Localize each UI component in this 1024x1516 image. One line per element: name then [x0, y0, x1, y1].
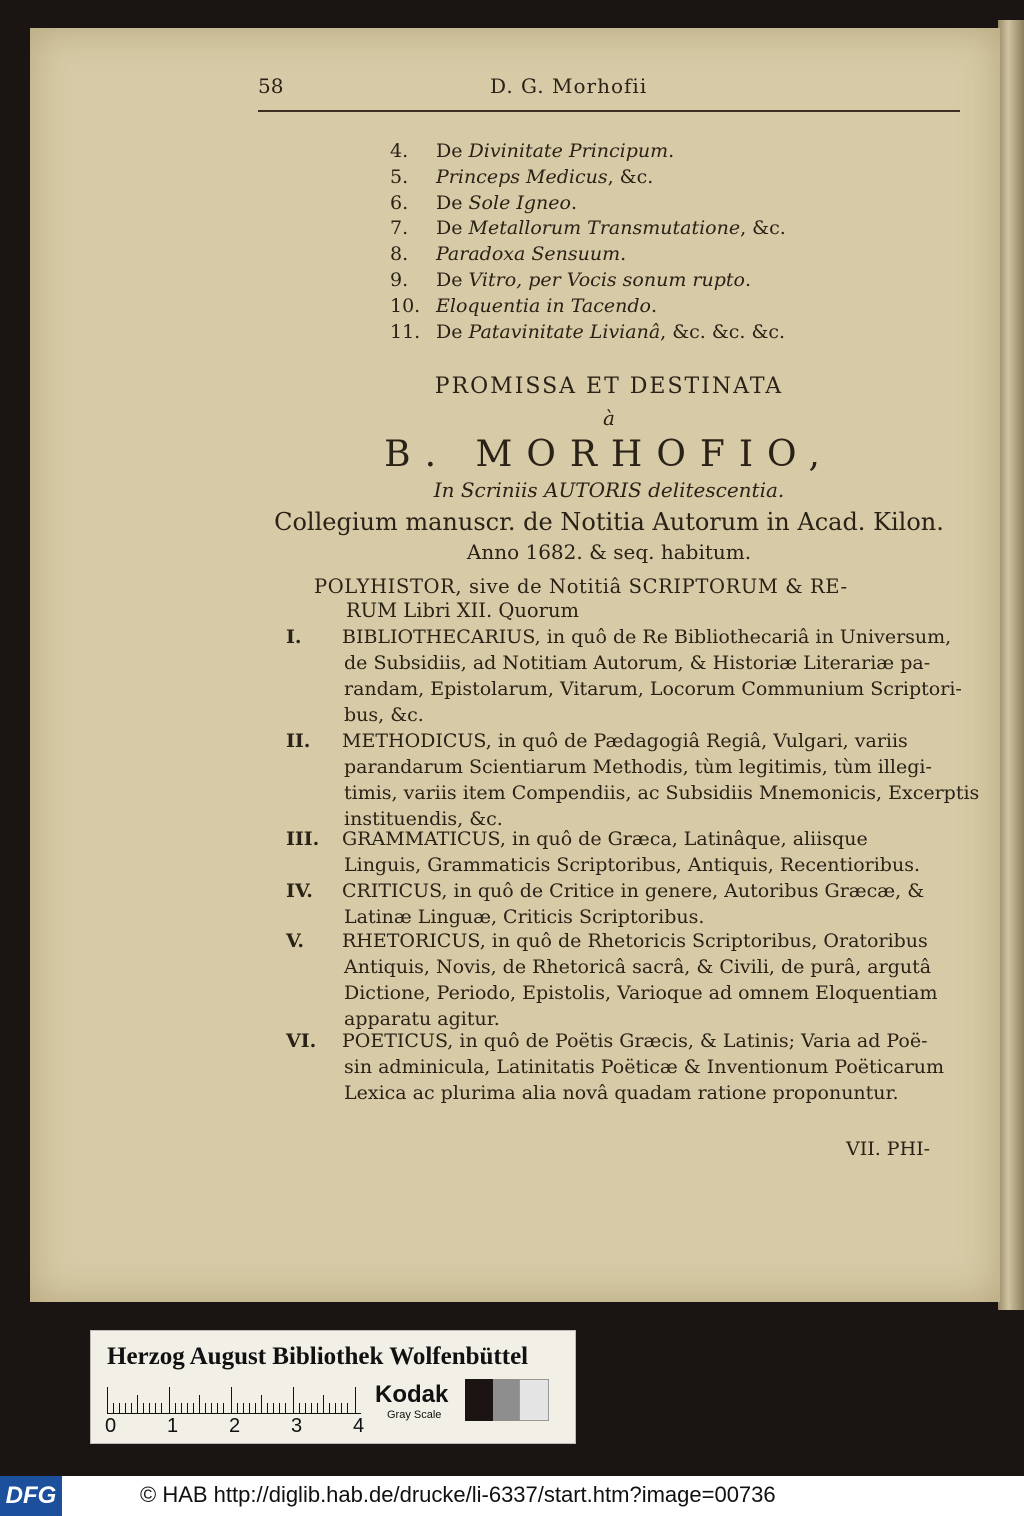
book-line: de Subsidiis, ad Notitiam Autorum, & Historiæ Literariæ pa- — [344, 652, 931, 674]
book-line: instituendis, &c. — [344, 808, 503, 830]
kodak-logo: Kodak — [375, 1381, 449, 1408]
book-number: V. — [286, 930, 305, 952]
copyright-url[interactable]: © HAB http://diglib.hab.de/drucke/li-6337/start.htm?image=00736 — [140, 1482, 776, 1507]
book-line: Linguis, Grammaticis Scriptoribus, Antiquis, Recentioribus. — [344, 854, 920, 876]
heading-preposition: à — [603, 406, 615, 430]
book-line: randam, Epistolarum, Vitarum, Locorum Communium Scriptori- — [344, 678, 962, 700]
book-line: CRITICUS, in quô de Critice in genere, Autoribus Græcæ, & — [342, 880, 925, 902]
catchword: VII. PHI- — [846, 1138, 931, 1160]
author-name: B. MORHOFIO, — [384, 434, 834, 475]
numbered-list — [390, 140, 786, 346]
book-line: GRAMMATICUS, in quô de Græca, Latinâque, aliisque — [342, 828, 868, 850]
book-line: POETICUS, in quô de Poëtis Græcis, & Latinis; Varia ad Poë- — [342, 1030, 928, 1052]
header-rule — [258, 110, 960, 112]
running-head — [258, 68, 960, 108]
list-item: 9. De Vitro, per Vocis sonum rupto. — [390, 268, 752, 291]
book-number: II. — [286, 730, 311, 752]
book-line: Lexica ac plurima alia novâ quadam ratione proponuntur. — [344, 1082, 899, 1104]
book-number: IV. — [286, 880, 313, 902]
heading-subtitle: In Scriniis AUTORIS delitescentia. — [433, 478, 785, 502]
book-number: III. — [286, 828, 320, 850]
book-number: VI. — [286, 1030, 317, 1052]
book-line: METHODICUS, in quô de Pædagogiâ Regiâ, Vulgari, variis — [342, 730, 908, 752]
list-item: 6. De Sole Igneo. — [390, 191, 577, 214]
book-line: Dictione, Periodo, Epistolis, Varioque ad omnem Eloquentiam — [344, 982, 938, 1004]
intro-line-2: RUM Libri XII. Quorum — [346, 599, 580, 622]
dfg-logo: DFG — [0, 1476, 62, 1516]
book-line: BIBLIOTHECARIUS, in quô de Re Bibliothecariâ in Universum, — [342, 626, 952, 648]
page-number: 58 — [258, 74, 284, 98]
book-line: Latinæ Linguæ, Criticis Scriptoribus. — [344, 906, 705, 928]
book-line: timis, variis item Compendiis, ac Subsidiis Mnemonicis, Excerptis — [344, 782, 980, 804]
footer-bar — [0, 1476, 1024, 1516]
list-item: 5. Princeps Medicus, &c. — [390, 165, 654, 188]
gray-patch-mid — [493, 1379, 519, 1421]
book-line: Antiquis, Novis, de Rhetoricâ sacrâ, & Civili, de purâ, argutâ — [344, 956, 932, 978]
list-item: 10. Eloquentia in Tacendo. — [390, 294, 657, 317]
book-line: parandarum Scientiarum Methodis, tùm legitimis, tùm illegi- — [344, 756, 932, 778]
book-line: sin adminicula, Latinitatis Poëticæ & Inventionum Poëticarum — [344, 1056, 945, 1078]
book-line: apparatu agitur. — [344, 1008, 500, 1030]
list-item: 11. De Patavinitate Livianâ, &c. &c. &c. — [390, 320, 786, 343]
list-item: 4. De Divinitate Principum. — [390, 140, 675, 162]
library-name: Herzog August Bibliothek Wolfenbüttel — [107, 1343, 529, 1370]
gray-patch-black — [465, 1379, 493, 1421]
book-line: bus, &c. — [344, 704, 424, 726]
color-calibration-label: Herzog August Bibliothek Wolfenbüttel 0 1 2 3 4 Kodak Gray Scale — [90, 1330, 576, 1444]
collegium-line: Collegium manuscr. de Notitia Autorum in Acad. Kilon. — [274, 508, 944, 536]
list-item: 7. De Metallorum Transmutatione, &c. — [390, 217, 786, 240]
section-heading: PROMISSA ET DESTINATA — [434, 374, 784, 399]
intro-line-1: POLYHISTOR, sive de Notitiâ SCRIPTORUM & RE- — [314, 575, 848, 598]
ruler-scale — [107, 1387, 361, 1414]
running-title: D. G. Morhofii — [490, 74, 648, 98]
list-item: 8. Paradoxa Sensuum. — [390, 243, 627, 266]
gray-patch-light — [519, 1379, 549, 1421]
gray-scale-label: Gray Scale — [387, 1409, 442, 1421]
year-line: Anno 1682. & seq. habitum. — [466, 540, 752, 564]
book-number: I. — [286, 626, 302, 648]
page-edge — [998, 20, 1024, 1310]
book-line: RHETORICUS, in quô de Rhetoricis Scriptoribus, Oratoribus — [342, 930, 928, 952]
